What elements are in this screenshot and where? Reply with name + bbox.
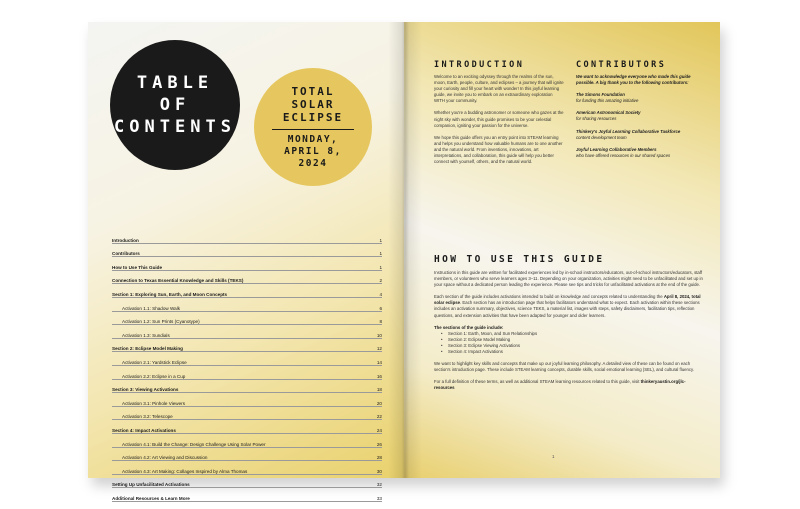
how-to-use-heading: HOW TO USE THIS GUIDE: [434, 254, 605, 265]
howto-paragraph: Instructions in this guide are written for facilitated experiences led by in-school instructors/educators, out-of-school instructors/educators, staff members, or volunteers who serve learners ages 3–11. Depending on your organization, activities might need to be unfacilitated and set up in your space without a dedicated person leading the experience. Please see tips and tricks for unfacilitated activations at the end of the guide.: [434, 270, 703, 288]
event-date-line: 2024: [298, 157, 328, 169]
toc-page-number: 22: [376, 414, 382, 420]
contributors-heading: CONTRIBUTORS: [576, 60, 667, 70]
event-date-line: APRIL 8,: [284, 145, 342, 157]
toc-row[interactable]: [112, 284, 382, 298]
toc-row[interactable]: [112, 352, 382, 366]
list-item: • Section 4: Impact Activations: [434, 349, 704, 355]
booklet-spread: [88, 22, 720, 501]
contributor-desc: for sharing resources: [576, 116, 617, 122]
toc-page-number: 32: [376, 482, 382, 488]
binding-gutter: [388, 22, 422, 478]
contributor-entry: [576, 92, 704, 104]
contributor-desc: who have offered resources in our shared spaces: [576, 152, 671, 158]
toc-entry-label: Introduction: [112, 237, 139, 243]
toc-entry-label: Setting Up Unfacilitated Activations: [112, 482, 190, 488]
contributors-lead: We want to acknowledge everyone who made this guide possible. A big thank you to the following contributors:: [576, 74, 691, 86]
left-page: [88, 22, 406, 501]
toc-row[interactable]: [112, 325, 382, 339]
toc-page-number: 30: [376, 468, 382, 474]
toc-entry-label: Activation 4.3: Art Making: Collages Inspired by Alma Thomas: [122, 468, 248, 474]
toc-entry-label: Section 4: Impact Activations: [112, 427, 176, 433]
toc-entry-label: Activation 3.2: Telescope: [122, 414, 173, 420]
list-item: • Section 2: Eclipse Model Making: [434, 337, 704, 343]
toc-page-number: 6: [379, 305, 382, 311]
toc-row[interactable]: [112, 312, 382, 326]
event-title-line: SOLAR: [291, 97, 335, 111]
toc-page-number: 1: [379, 264, 382, 270]
toc-row[interactable]: [112, 475, 382, 489]
toc-entry-label: Section 2: Eclipse Model Making: [112, 346, 183, 352]
toc-page-number: 14: [376, 359, 382, 365]
toc-entry-label: Section 3: Viewing Activations: [112, 387, 179, 393]
toc-entry-label: Section 1: Exploring Sun, Earth, and Moon Concepts: [112, 291, 228, 297]
contributor-name: Joyful Learning Collaborative Members: [576, 146, 657, 152]
toc-page-number: 2: [379, 278, 382, 284]
intro-paragraph: Welcome to an exciting odyssey through the realms of the sun, moon, Earth, people, culture, and eclipses – a journey that will ignite your curiosity and fill your heart with wonder! In this joyful learning guide, we invite you to embark on an extraordinary exploration WITH your community.: [434, 74, 564, 104]
toc-row[interactable]: [112, 257, 382, 271]
sections-list: [434, 331, 704, 355]
event-badge: [254, 68, 372, 186]
toc-entry-label: Activation 4.1: Build the Change: Design Challenge Using Solar Power: [122, 441, 266, 447]
toc-page-number: 12: [376, 346, 382, 352]
contributor-name: The Simons Foundation: [576, 92, 625, 98]
eclipse-date-emphasis: April 8, 2024, total solar eclipse: [434, 294, 701, 306]
list-item: • Section 3: Eclipse Viewing Activations: [434, 343, 704, 349]
toc-title-line: OF: [159, 95, 191, 115]
toc-entry-label: Activation 2.1: Yardstick Eclipse: [122, 359, 187, 365]
contributor-entry: [576, 129, 704, 141]
contributor-name: American Astronomical Society: [576, 110, 641, 116]
toc-title-line: TABLE: [136, 73, 214, 93]
toc-row[interactable]: [112, 244, 382, 258]
list-item: • Section 1: Earth, Moon, and Sun Relationships: [434, 331, 704, 337]
toc-page-number: 8: [379, 319, 382, 325]
toc-entry-label: Activation 3.1: Pinhole Viewers: [122, 400, 185, 406]
toc-entry-label: Activation 4.2: Art Viewing and Discussion: [122, 455, 208, 461]
toc-entry-label: Contributors: [112, 251, 140, 257]
event-title-line: TOTAL: [291, 84, 335, 98]
toc-title-circle: [110, 40, 240, 170]
toc-row[interactable]: [112, 420, 382, 434]
toc-row[interactable]: [112, 434, 382, 448]
contributor-desc: for funding this amazing initiative: [576, 98, 639, 104]
introduction-heading: INTRODUCTION: [434, 60, 525, 70]
toc-page-number: 26: [376, 441, 382, 447]
howto-paragraph: [434, 294, 704, 318]
toc-page-number: 28: [376, 455, 382, 461]
toc-row[interactable]: [112, 393, 382, 407]
toc-row[interactable]: [112, 380, 382, 394]
toc-entry-label: Activation 1.1: Shadow Walk: [122, 305, 181, 311]
toc-page-number: 18: [376, 387, 382, 393]
toc-row[interactable]: [112, 230, 382, 244]
toc-row[interactable]: [112, 339, 382, 353]
toc-entry-label: Activation 2.2: Eclipse in a Cup: [122, 373, 186, 379]
howto-text: . Each section has an introduction page that helps facilitators understand what to expect. Each activation within these sections includes an activation summary, objectives, science TEKS, a material list, images with steps, safety disclaimers, facilitation tips, reflection questions, and extension activities that have been adapted for younger and older learners.: [434, 300, 700, 318]
toc-page-number: 1: [379, 251, 382, 257]
toc-page-number: 16: [376, 373, 382, 379]
toc-row[interactable]: [112, 448, 382, 462]
toc-title-line: CONTENTS: [114, 117, 236, 137]
resources-link[interactable]: thinkeryaustin.org/jlc-resources: [434, 379, 686, 391]
event-date-line: MONDAY,: [287, 133, 339, 145]
toc-entry-label: Connection to Texas Essential Knowledge and Skills (TEKS): [112, 278, 244, 284]
contributor-entry: [576, 147, 704, 159]
right-page: [404, 22, 720, 478]
toc-entry-label: How to Use This Guide: [112, 264, 163, 270]
toc-row[interactable]: [112, 298, 382, 312]
how-to-use-text: [434, 270, 704, 398]
contributor-entry: [576, 110, 704, 122]
contributor-desc: content development team: [576, 134, 627, 140]
toc-row[interactable]: [112, 366, 382, 380]
toc-entry-label: Additional Resources & Learn More: [112, 495, 190, 501]
howto-paragraph: [434, 379, 704, 391]
toc-entry-label: Activation 1.2: Sun Prints (Cyanotype): [122, 319, 200, 325]
toc-row[interactable]: [112, 488, 382, 502]
event-title-line: ECLIPSE: [282, 110, 344, 124]
toc-page-number: 33: [376, 495, 382, 501]
intro-paragraph: Whether you're a budding astronomer or someone who gazes at the night sky with wonder, this guide promises to be your celestial companion, igniting your passion for the universe.: [434, 110, 564, 128]
toc-page-number: 24: [376, 427, 382, 433]
toc-row[interactable]: [112, 271, 382, 285]
contributor-name: Thinkery's Joyful Learning Collaborative Taskforce: [576, 128, 681, 134]
table-of-contents: [112, 230, 382, 502]
toc-page-number: 1: [379, 237, 382, 243]
howto-paragraph: We want to highlight key skills and concepts that make up our joyful learning philosophy. A detailed view of these can be found on each section's introduction page. These include STEAM learning concepts, durable skills, social emotional learning (SEL), and cultural fluency.: [434, 361, 695, 373]
event-divider: [272, 129, 354, 130]
howto-text: Each section of the guide includes activations intended to build on knowledge and concepts related to understanding the: [434, 294, 664, 300]
page-number: 1: [552, 454, 555, 459]
howto-text: For a full definition of these terms, as well as additional STEAM learning resources related to this guide, visit: [434, 379, 640, 385]
toc-page-number: 20: [376, 400, 382, 406]
contributors-list: [576, 74, 704, 165]
toc-page-number: 10: [376, 332, 382, 338]
sections-heading: The sections of the guide include:: [434, 324, 504, 330]
toc-row[interactable]: [112, 461, 382, 475]
toc-row[interactable]: [112, 407, 382, 421]
intro-paragraph: We hope this guide offers you an entry point into STEAM learning and helps you understand how valuable humans are to one another and the natural world. From inventions, innovations, art interpretations, and collaboration, this guide will help you better connect with yourself, others, and the natural world.: [434, 134, 563, 165]
toc-page-number: 4: [379, 291, 382, 297]
introduction-text: [434, 74, 564, 171]
toc-entry-label: Activation 1.3: Sundials: [122, 332, 170, 338]
